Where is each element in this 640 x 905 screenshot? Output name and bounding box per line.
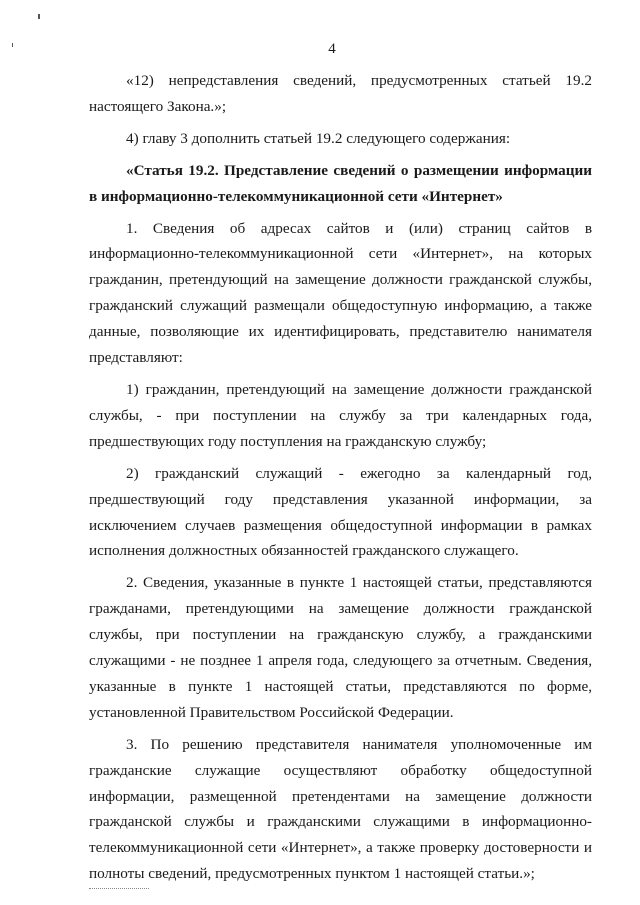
paragraph-chapter-3-amendment: 4) главу 3 дополнить статьей 19.2 следующего содержания: (126, 129, 511, 147)
paragraph-clause-2: 2. Сведения, указанные в пункте 1 настоящей статьи, представляются гражданами, претендующими на замещение должности гражданской службы, при поступлении на гражданскую службу, а гражданскими служащими - не позднее 1 апреля года, следующего за отчетным. Сведения, указанные в пункте 1 настоящей статьи, представляются по форме, установленной Правительством Российской Федерации. (89, 574, 592, 721)
paragraph-item-12: «12) непредставления сведений, предусмотренных статьей 19.2 настоящего Закона.»; (89, 72, 592, 115)
paragraph-subclause-1: 1) гражданин, претендующий на замещение должности гражданской службы, - при поступлении на службу за три календарных года, предшествующих году поступления на гражданскую службу; (89, 380, 592, 450)
scan-mark (38, 14, 40, 19)
footer-rule (89, 888, 149, 889)
page-number: 4 (328, 41, 336, 57)
document-body (89, 68, 592, 887)
paragraph-subclause-2: 2) гражданский служащий - ежегодно за календарный год, предшествующий году представления указанной информации, за исключением случаев размещения общедоступной информации в рамках исполнения должностных обязанностей гражданского служащего. (89, 464, 592, 560)
article-heading: «Статья 19.2. Представление сведений о размещении информации в информационно-телекоммуникационной сети «Интернет» (89, 161, 592, 205)
paragraph-clause-1: 1. Сведения об адресах сайтов и (или) страниц сайтов в информационно-телекоммуникационной сети «Интернет», на которых гражданин, претендующий на замещение должности гражданской службы, гражданский служащий размещали общедоступную информацию, а также данные, позволяющие их идентифицировать, представителю нанимателя представляют: (89, 219, 592, 367)
paragraph-clause-3: 3. По решению представителя нанимателя уполномоченные им гражданские служащие осуществляют обработку общедоступной информации, размещенной претендентами на замещение должности гражданской службы и гражданскими служащими в информационно-телекоммуникационной сети «Интернет», а также проверку достоверности и полноты сведений, предусмотренных пунктом 1 настоящей статьи.»; (89, 735, 592, 883)
